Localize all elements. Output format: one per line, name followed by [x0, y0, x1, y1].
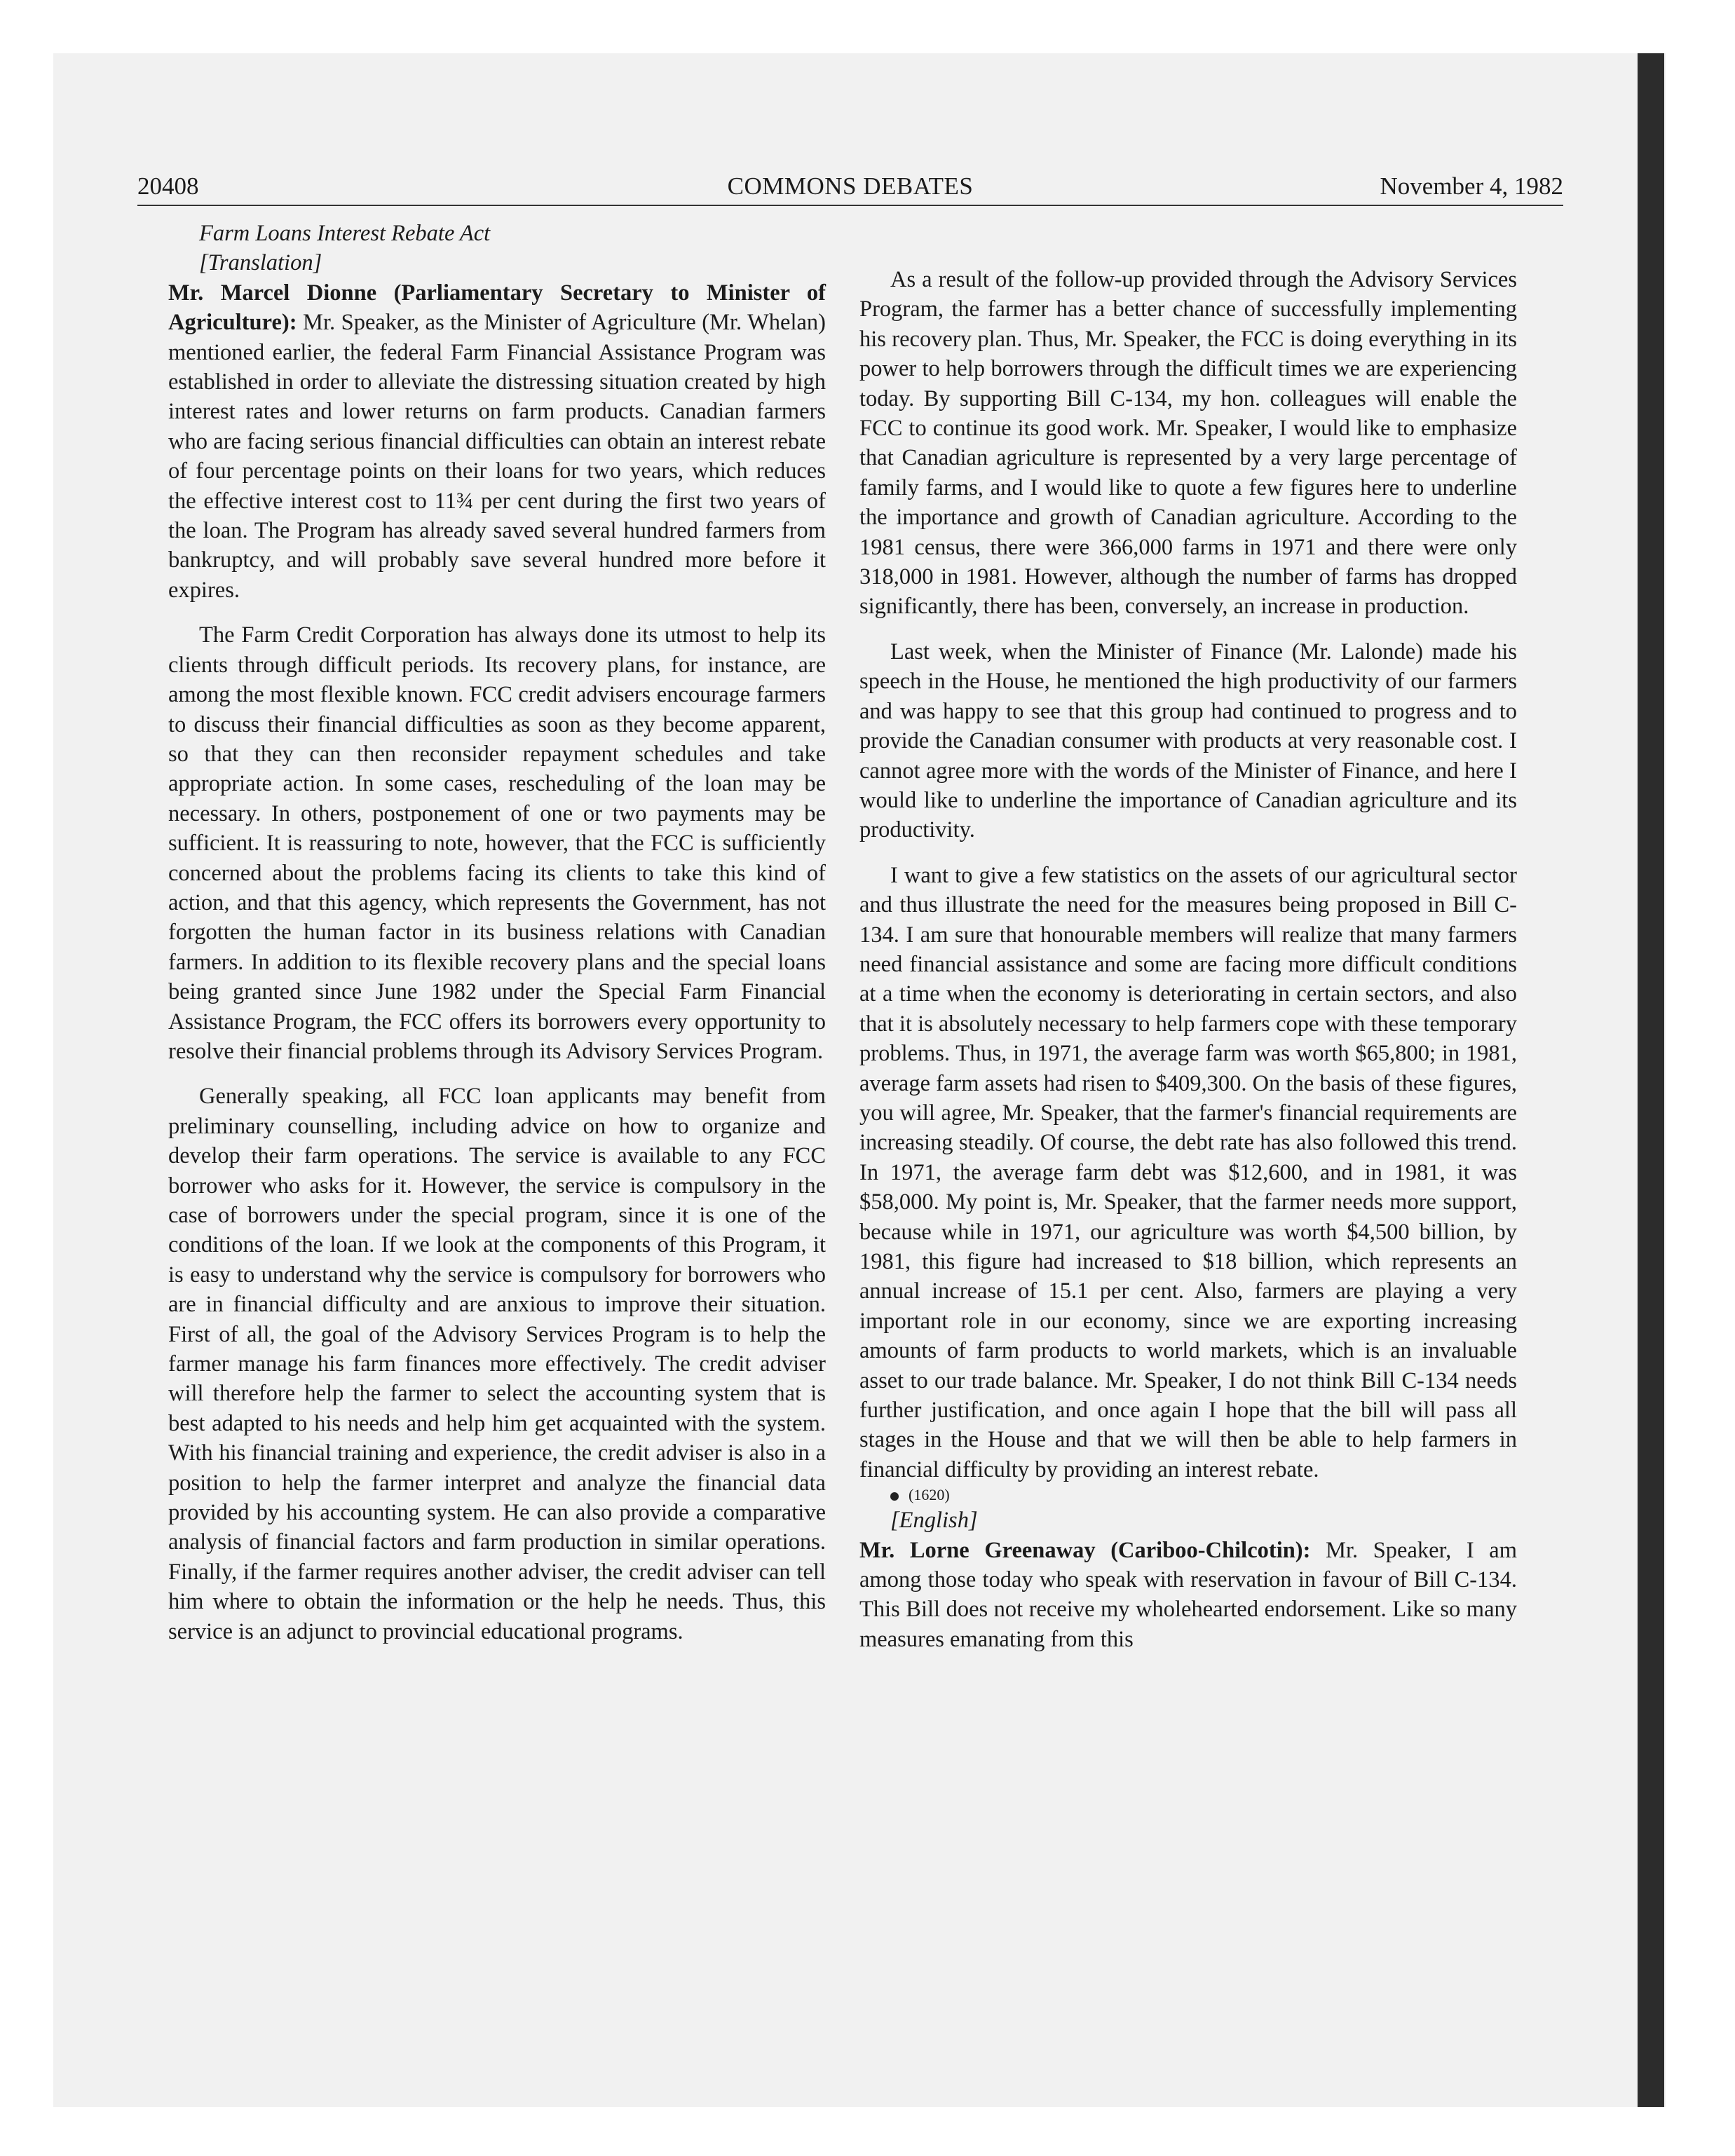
header-rule	[137, 205, 1563, 206]
paragraph: As a result of the follow-up provided through the Advisory Services Program, the farmer has a better chance of successfully implementing his recovery plan. Thus, Mr. Speaker, the FCC is doing everything in its power to help borrowers through the difficult times we are experiencing today. By supporting Bill C-134, my hon. colleagues will enable the FCC to continue its good work. Mr. Speaker, I would like to emphasize that Canadian agriculture is represented by a very large percentage of family farms, and I would like to quote a few figures here to underline the importance and growth of Canadian agriculture. According to the 1981 census, there were 366,000 farms in 1971 and there were only 318,000 in 1981. However, although the number of farms has dropped significantly, there has been, conversely, an increase in production.	[859, 267, 1517, 620]
speaker-name: Mr. Lorne Greenaway (Cariboo-Chilcotin):	[859, 1537, 1311, 1563]
paragraph: The Farm Credit Corporation has always done its utmost to help its clients through difficult periods. Its recovery plans, for instance, are among the most flexible known. FCC credit advisers encourage farmers to discuss their financial difficulties as soon as they become apparent, so that they can then reconsider repayment schedules and take appropriate action. In some cases, rescheduling of the loan may be necessary. In others, postponement of one or two payments may be sufficient. It is reassuring to note, however, that the FCC is sufficiently concerned about the problems facing its clients to take this kind of action, and that this agency, which represents the Government, has not forgotten the human factor in its business relations with Canadian farmers. In addition to its flexible recovery plans and the special loans being granted since June 1982 under the Special Farm Financial Assistance Program, the FCC offers its borrowers every opportunity to resolve their financial problems through its Advisory Services Program.	[168, 622, 826, 1064]
scan-edge-bar	[1638, 53, 1664, 2107]
running-head: Farm Loans Interest Rebate Act	[199, 221, 491, 246]
translation-note: [Translation]	[199, 250, 322, 276]
publication-date: November 4, 1982	[1380, 172, 1563, 200]
speaker-name: Mr. Marcel Dionne (Parliamentary Secretary to Minister of Agriculture):	[168, 280, 826, 336]
timestamp	[859, 1485, 1517, 1506]
bullet-icon	[890, 1492, 899, 1501]
paragraph: I want to give a few statistics on the assets of our agricultural sector and thus illustrate the need for the measures being proposed in Bill C-134. I am sure that honourable members will realize that many farmers need financial assistance and some are facing more difficult conditions at a time when the economy is deteriorating in certain sectors, and also that it is absolutely necessary to help farmers cope with these temporary problems. Thus, in 1971, the average farm was worth $65,800; in 1981, average farm assets had risen to $409,300. On the basis of these figures, you will agree, Mr. Speaker, that the farmer's financial requirements are increasing steadily. Of course, the debt rate has also followed this trend. In 1971, the average farm debt was $12,600, and in 1981, it was $58,000. My point is, Mr. Speaker, that the farmer needs more support, because while in 1971, our agriculture was worth $4,500 billion, by 1981, this figure had increased to $18 billion, which represents an annual increase of 15.1 per cent. Also, farmers are playing a very important role in our economy, since we are exporting increasing amounts of farm products to world markets, which is an invaluable asset to our trade balance. Mr. Speaker, I do not think Bill C-134 needs further justification, and once again I hope that the bill will pass all stages in the House and that we will then be able to help farmers in financial difficulty by providing an interest rebate.	[859, 862, 1517, 1482]
paragraph-text: Mr. Speaker, I am among those today who speak with reservation in favour of Bill C-134. This Bill does not receive my wholehearted endorsement. Like so many measures emanating from this	[859, 1537, 1517, 1652]
page-number: 20408	[137, 172, 199, 200]
timestamp-text: (1620)	[909, 1486, 950, 1504]
paragraph	[859, 1536, 1517, 1655]
publication-title: COMMONS DEBATES	[727, 172, 974, 200]
paragraph: Generally speaking, all FCC loan applicants may benefit from preliminary counselling, including advice on how to organize and develop their farm operations. The service is available to any FCC borrower who asks for it. However, the service is compulsory in the case of borrowers under the special program, since it is one of the conditions of the loan. If we look at the components of this Program, it is easy to understand why the service is compulsory for borrowers who are in financial difficulty and are anxious to improve their situation. First of all, the goal of the Advisory Services Program is to help the farmer manage his farm finances more effectively. The credit adviser will therefore help the farmer to select the accounting system that is best adapted to his needs and help him get acquainted with the system. With his financial training and experience, the credit adviser is also in a position to help the farmer interpret and analyze the financial data provided by his accounting system. He can also provide a comparative analysis of financial factors and farm production in similar operations. Finally, if the farmer requires another adviser, the credit adviser can tell him where to obtain the information or the help he needs. Thus, this service is an adjunct to provincial educational programs.	[168, 1084, 826, 1644]
page-header	[137, 170, 1563, 203]
left-column	[168, 219, 826, 1646]
paragraph: Last week, when the Minister of Finance (Mr. Lalonde) made his speech in the House, he mentioned the high productivity of our farmers and was happy to see that this group had continued to progress and to provide the Canadian consumer with products at very reasonable cost. I cannot agree more with the words of the Minister of Finance, and here I would like to underline the importance of Canadian agriculture and its productivity.	[859, 639, 1517, 843]
paragraph	[168, 278, 826, 605]
right-column	[859, 265, 1517, 1654]
paragraph-text: Mr. Speaker, as the Minister of Agriculture (Mr. Whelan) mentioned earlier, the federal Farm Financial Assistance Program was established in order to alleviate the distressing situation created by high interest rates and lower returns on farm products. Canadian farmers who are facing serious financial difficulties can obtain an interest rebate of four percentage points on their loans for two years, which reduces the effective interest cost to 11¾ per cent during the first two years of the loan. The Program has already saved several hundred farmers from bankruptcy, and will probably save several hundred more before it expires.	[168, 310, 826, 603]
language-note: [English]	[890, 1508, 978, 1534]
